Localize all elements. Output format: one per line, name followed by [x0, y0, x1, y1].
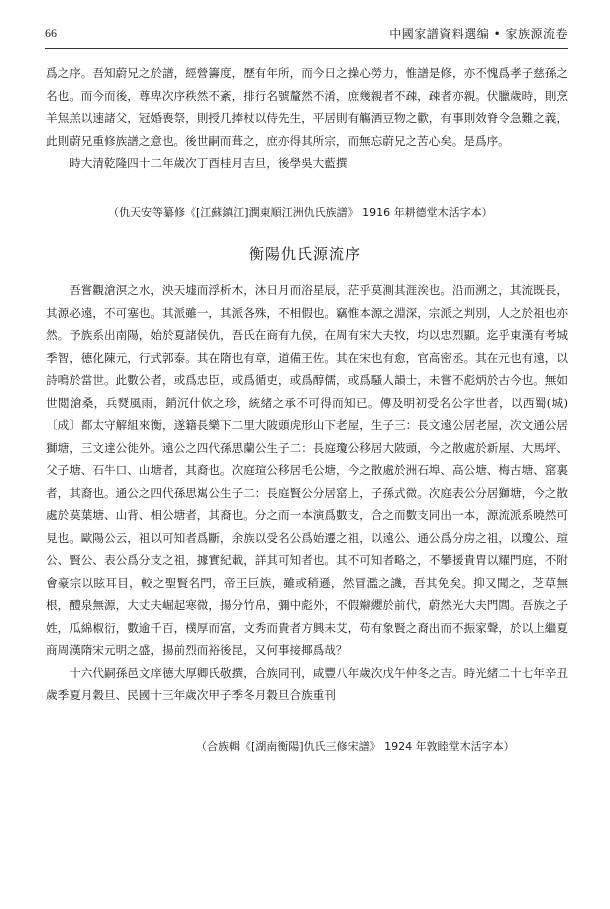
section-title: 衡陽仇氏源流序: [248, 245, 361, 263]
page-number: 66: [45, 26, 57, 40]
source-citation-1: （仇天安等纂修《[江蘇鎮江]潤東順江洲仇氏族譜》 1916 年耕德堂木活字本）: [108, 206, 493, 219]
prev-paragraph-2: 時大清乾隆四十二年歲次丁酉桂月吉旦，後學吳大藍撰: [69, 156, 348, 170]
prev-paragraph-1: 爲之序。吾知蔚兄之於譜，經營籌度，歷有年所，而今日之操心勞力，惟譜是修，亦不愧爲孝子慈孫之名也。而今而後，尊卑次序秩然不紊，排行名號釐然不淆，庶幾親者不疎，疎者亦親。伏臘歲時，則烹羊炰羔以速諸父，冠婚喪祭，則授几捧杖以侍先生，平居則有觴酒豆物之歡，有事則效脊令急難之義，此則蔚兄重修族譜之意也。後世嗣而葺之，庶亦得其所宗，而無忘蔚兄之苦心矣。是爲序。: [46, 66, 568, 148]
running-head: 中國家譜資料選编 • 家族源流卷: [389, 27, 568, 41]
page-header: [45, 24, 568, 49]
main-paragraph-1: 吾嘗觀滄溟之水，泱天墟而浮析木，沐日月而浴星辰，茫乎莫測其涯涘也。沿而溯之，其流既長，其源必遠，不可塞也。其派雖一，其派各殊，不相假也。竊惟本源之淵深，宗派之判別，人之於祖也亦然。予族系出南陽，始於夏諸侯仇，吾氏在商有九侯，在周有宋大夫牧，均以忠烈顯。迄乎東漢有考城季智，德化陳元，行式郭泰。其在隋也有章，道備王佐。其在宋也有愈，官高密丞。其在元也有遠，以詩鳴於當世。此數公者，或爲忠臣，或爲循吏，或爲醇儒，或爲騷人韻士，未嘗不彪炳於古今也。無如世閲滄桑，兵燹風雨，銷沉什佽之珍，統緒之承不可得而知已。傳及明初受名公字世者，以西蜀(城)〔成〕都太守解組來衡，遂籍長樂下二里大陂頭虎形山下老屋，生子三：長文遠公居老屋，次文通公居獅塘，三文達公徙外。遠公之四代孫思蘭公生子二：長庭瓊公移居大陂頭，今之散處於新屋、大馬坪、父子塘、石牛口、山塘者，其裔也。次庭瑄公移居毛公塘，今之散處於洲石埠、高公塘、梅古塘、窰裏者，其裔也。通公之四代孫思嶲公生子二：長庭賢公分居窰上，子孫式微。次庭表公分居獅塘，今之散處於莫葉塘、山背、相公塘者，其裔也。分之而一本演爲數支，合之而數支同出一本，源流派系曉然可見也。歐陽公云，祖以可知者爲斷，余族以受名公爲始遷之祖，以遠公、通公爲分房之祖，以瓊公、瑄公、賢公、表公爲分支之祖，據實紀載，詳其可知者也。其不可知者略之，不攀援貴胄以耀門庭，不附會豪宗以眩耳目，較之聖賢名門，帝王巨族，雖或稍遜，然冒濫之譏，吾其免矣。抑又聞之，芝草無根，醴泉無源，大丈夫崛起寒微，揚分竹帛，彌中彪外，不假辮纓於前代，蔚然光大夫門閭。吾族之子姓，瓜綿椒衍，數逾千百，樸厚而富，文秀而貴者方興未艾，苟有象賢之裔出而不振家聲，於以上繼夏商周漢隋宋元明之盛，揚前烈而裕後昆，又何事接揶爲哉？: [46, 283, 568, 657]
source-citation-2: （合族輯《[湖南衡陽]仇氏三修宋譜》 1924 年敦睦堂木活字本）: [196, 740, 515, 753]
main-paragraph-2: 十六代嗣孫邑文庠德大厚卿氏敬撰，合族同刊，咸豐八年歲次戊午仲冬之吉。時光緒二十七年辛丑歲季夏月穀旦、民國十三年歲次甲子季冬月穀旦合族重刊: [46, 665, 568, 702]
previous-text-block: [46, 62, 568, 175]
main-text-block: [46, 279, 568, 707]
